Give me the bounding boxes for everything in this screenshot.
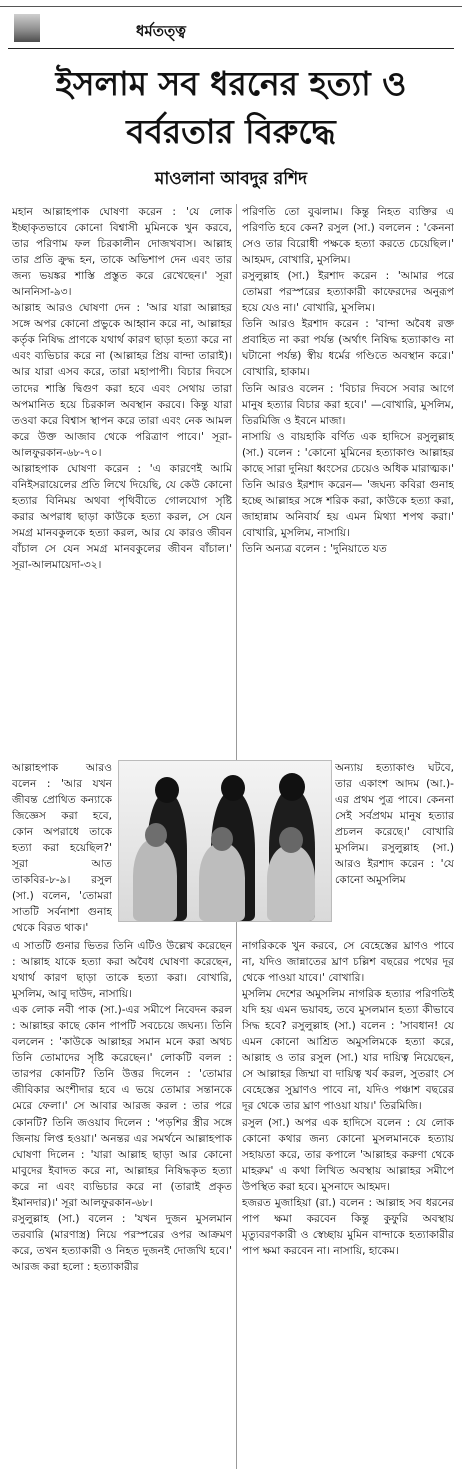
page-top-rule xyxy=(0,0,462,7)
prisoner-head xyxy=(145,823,167,847)
right-wrap-text: অন্যায় হত্যাকাণ্ড ঘটবে, তার একাংশ আদম (আ.)-এর প্রথম পুত্র পাবে। কেননা সেই সর্বপ্রথম মানুষ হত্যার প্রচলন করেছে।' বোখারি মুসলিম। রসুলুল্লাহ (সা.) আরও ইরশাদ করেন : 'যে কোনো অমুসলিম xyxy=(335,762,454,887)
paragraph: রসুল (সা.) অপর এক হাদিসে বলেন : যে লোক কোনো কথার জন্য কোনো মুসলমানকে হত্যায় সহায়তা করে, তার কপালে 'আল্লাহর করুণা থেকে মাহরুম' এ কথা লিখিত অবস্থায় আল্লাহর সমীপে উপস্থিত করা হবে। মুসনাদে আহমদ। xyxy=(242,1116,454,1193)
paragraph: এক লোক নবী পাক (সা.)-এর সমীপে নিবেদন করল : আল্লাহর কাছে কোন পাপটি সবচেয়ে জঘন্য। তিনি বললেন : 'কাউকে আল্লাহর সমান মনে করা অথচ তিনি তোমাদের সৃষ্টি করেছেন।' লোকটি বলল : তারপর কোনটি? তিনি উত্তর দিলেন : 'তোমার জীবিকার অংশীদার হবে এ ভয়ে তোমার সন্তানকে মেরে ফেলা।' সে আবার আরজ করল : তার পরে কোনটি? তিনি জওয়াব দিলেন : 'পড়শির স্ত্রীর সঙ্গে জিনায় লিপ্ত হওয়া।' অনন্তর এর সমর্থনে আল্লাহপাক ঘোষণা দিলেন : 'যারা আল্লাহ ছাড়া আর কোনো মাবুদের ইবাদত করে না, আল্লাহর নিষিদ্ধকৃত হত্যা করে না এবং ব্যভিচার করে না (তারাই প্রকৃত ইমানদার)।' সূরা আলফুরকান-৬৮। xyxy=(12,1004,232,1209)
paragraph: তিনি আরও বলেন : 'বিচার দিবসে সবার আগে মানুষ হত্যার বিচার করা হবে।' —বোখারি, মুসলিম, তিরমিজি ও ইবনে মাজা। xyxy=(242,382,454,427)
paragraph: এ সাতটি গুনার ভিতর তিনি এটিও উল্লেখ করেছেন : আল্লাহ যাকে হত্যা করা অবৈধ ঘোষণা করেছেন, যথার্থ কারণ ছাড়া তাকে হত্যা করা। বোখারি, মুসলিম, আবু দাউদ, নাসায়ি। xyxy=(12,940,232,1001)
right-column-continued xyxy=(242,938,454,1469)
prisoner-figure xyxy=(199,843,245,921)
article-photo xyxy=(118,760,332,922)
masked-head xyxy=(221,775,245,801)
paragraph: মহান আল্লাহপাক ঘোষণা করেন : 'যে লোক ইচ্ছাকৃতভাবে কোনো বিশ্বাসী মুমিনকে খুন করবে, তার পরিণাম ফল চিরকালীন দোজখবাস। আল্লাহ তার প্রতি ক্রুদ্ধ হন, তাকে অভিশাপ দেন এবং তার জন্য ভয়ঙ্কর শাস্তি প্রস্তুত করে রেখেছেন।' সূরা আননিসা-৯৩। xyxy=(12,206,232,299)
section-header xyxy=(8,14,454,49)
mosque-icon xyxy=(14,14,40,42)
paragraph: পরিণতি তো বুঝলাম। কিন্তু নিহত ব্যক্তির এ পরিণতি হবে কেন? রসুল (সা.) বললেন : 'কেননা সেও তার বিরোধী পক্ষকে হত্যা করতে চেয়েছিল।' আহমদ, বোখারি, মুসলিম। xyxy=(242,206,454,267)
left-wrap-text: আল্লাহপাক আরও বলেন : 'আর যখন জীবন্ত প্রোথিত কন্যাকে জিজ্ঞেস করা হবে, কোন অপরাধে তাকে হত্যা করা হয়েছিল?' সূরা আত তাকবির-৮-৯। রসুল (সা.) বলেন, 'তোমরা সাতটি সর্বনাশা গুনাহ থেকে বিরত থাক।' xyxy=(12,762,112,935)
paragraph: হজরত মুজাহিয়া (রা.) বলেন : আল্লাহ সব ধরনের পাপ ক্ষমা করবেন কিন্তু কুফুরি অবস্থায় মৃত্যুবরণকারী ও স্বেচ্ছায় মুমিন বান্দাকে হত্যাকারীর পাপ ক্ষমা করবেন না। নাসায়ি, হাকেম। xyxy=(242,1196,454,1257)
headline-line-1: ইসলাম সব ধরনের হত্যা ও xyxy=(55,64,407,103)
paragraph: তিনি আরও ইরশাদ করেন : 'বান্দা অবৈধ রক্ত প্রবাহিত না করা পর্যন্ত (অর্থাৎ নিষিদ্ধ হত্যাকাণ্ড না ঘটানো পর্যন্ত) স্বীয় ধর্মের গণ্ডিতে অবস্থান করে।' বোখারি, হাকাম। xyxy=(242,318,454,379)
left-column xyxy=(12,204,232,756)
prisoner-head xyxy=(279,827,303,853)
paragraph: মুসলিম দেশের অমুসলিম নাগরিক হত্যার পরিণতিই যদি হয় এমন ভয়াবহ, তবে মুসলমান হত্যা কীভাবে সিদ্ধ হবে? রসুলুল্লাহ (সা.) বলেন : 'সাবধান! যে এমন কোনো আশ্রিত অমুসলিমকে হত্যা করে, আল্লাহ ও তার রসুল (সা.) যার দায়িত্ব নিয়েছেন, সে আল্লাহর জিম্মা বা দায়িত্ব খর্ব করল, সুতরাং সে বেহেস্তের সুঘ্রাণও পাবে না, যদিও পঞ্চাশ বছরের দূর থেকে তার ঘ্রাণ পাওয়া যায়।' তিরমিজি। xyxy=(242,988,454,1113)
paragraph: রসুলুল্লাহ (সা.) ইরশাদ করেন : 'আমার পরে তোমরা পরস্পরের হত্যাকারী কাফেরদের অনুরূপ হয়ে যেও না।' বোখারি, মুসলিম। xyxy=(242,270,454,315)
paragraph: আল্লাহ আরও ঘোষণা দেন : 'আর যারা আল্লাহর সঙ্গে অপর কোনো প্রভুকে আহ্বান করে না, আল্লাহর কর্তৃক নিষিদ্ধ প্রাণকে যথার্থ কারণ ছাড়া হত্যা করে না এবং ব্যভিচার করে না (আল্লাহর প্রিয় বান্দা তারাই)। আর যারা এসব করে, তারা মহাপাপী। বিচার দিবসে তাদের শাস্তি দ্বিগুণ করা হবে এবং সেথায় তারা অপমানিত হয়ে চিরকাল অবস্থান করবে। কিন্তু যারা তওবা করে বিশ্বাস স্থাপন করে তারা এবং নেক আমল করে উক্ত আজাব থেকে পরিত্রাণ পাবে।' সূরা-আলফুরকান-৬৮-৭০। xyxy=(12,302,232,459)
prisoner-figure xyxy=(133,839,177,921)
paragraph: রসুলুল্লাহ (সা.) বলেন : 'যখন দুজন মুসলমান তরবারি (মারণাস্ত্র) নিয়ে পরস্পরের ওপর আক্রমণ করে, তখন হত্যাকারী ও নিহত দুজনই দোজখি হবে।' আরজ করা হলো : হত্যাকারীর xyxy=(12,1212,232,1273)
prisoner-figure xyxy=(267,845,315,921)
paragraph: নাগরিককে খুন করবে, সে বেহেস্তের ঘ্রাণও পাবে না, যদিও জান্নাতের ঘ্রাণ চল্লিশ বছরের পথের দূর থেকে পাওয়া যাবে।' বোখারি। xyxy=(242,940,454,985)
author-byline: মাওলানা আবদুর রশিদ xyxy=(154,169,308,189)
masked-head xyxy=(279,773,305,801)
headline-line-2: বর্বরতার বিরুদ্ধে xyxy=(126,112,336,151)
paragraph: নাসায়ি ও বায়হাকি বর্ণিত এক হাদিসে রসুলুল্লাহ (সা.) বলেন : 'কোনো মুমিনের হত্যাকাণ্ড আল্লাহর কাছে সারা দুনিয়া ধ্বংসের চেয়েও অধিক মারাত্মক।' তিনি আরও ইরশাদ করেন— 'জঘন্য কবিরা গুনাহ হচ্ছে আল্লাহর সঙ্গে শরিক করা, কাউকে হত্যা করা, জাহান্নাম অনিবার্য হয় এমন মিথ্যা শপথ করা।' বোখারি, মুসলিম, নাসায়ি। xyxy=(242,430,454,539)
paragraph: আল্লাহপাক ঘোষণা করেন : 'এ কারণেই আমি বনিইসরায়েলের প্রতি লিখে দিয়েছি, যে কেউ কোনো হত্যার বিনিময় অথবা পৃথিবীতে গোলযোগ সৃষ্টি করার অপরাধ ছাড়া কাউকে হত্যা করল, সে যেন সমগ্র মানবকুলকে হত্যা করল, আর যে কারও জীবন বাঁচাল সে যেন সমগ্র মানবকুলের জীবন বাঁচাল।' সূরা-আলমায়েদা-৩২। xyxy=(12,462,232,572)
left-column-continued xyxy=(12,938,232,1469)
section-label: ধর্মতত্ত্ব xyxy=(136,22,186,40)
prisoner-head xyxy=(211,827,233,851)
paragraph: তিনি অন্যত্র বলেন : 'দুনিয়াতে যত xyxy=(242,542,387,555)
headline xyxy=(0,60,462,156)
right-column xyxy=(242,204,454,756)
masked-head xyxy=(155,777,179,803)
